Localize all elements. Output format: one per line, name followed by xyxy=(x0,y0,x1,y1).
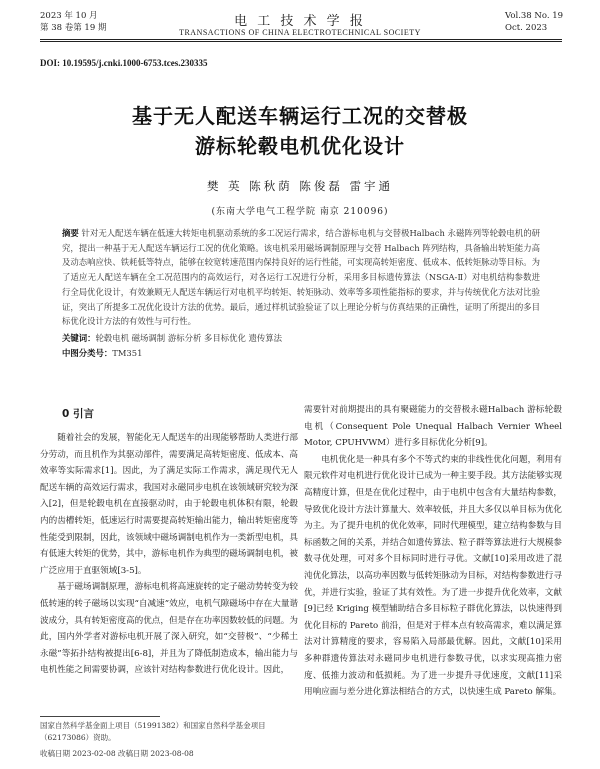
journal-title: 电 工 技 术 学 报 xyxy=(234,14,366,29)
right-paragraph-1: 需要针对前期提出的具有聚磁能力的交替极永磁Halbach 游标轮毂电机（Consequent Pole Unequal Halbach Vernier Wheel Motor, CPUHVWM）进行多目标优化分析[9]。 xyxy=(304,405,562,449)
journal-subtitle: TRANSACTIONS OF CHINA ELECTROTECHNICAL SOCIETY xyxy=(179,28,421,37)
journal-date: 2023 年 10 月 xyxy=(40,11,98,21)
affiliation: (东南大学电气工程学院 南京 210096) xyxy=(211,207,389,217)
journal-vol-no: Vol.38 No. 19 xyxy=(505,11,564,21)
left-paragraph-1: 随着社会的发展，智能化无人配送车的出现能够帮助人类进行部分劳动，而且机作为其驱动部件，需要满足高转矩密度、低成本、高效率等实际需求[1]。因此，为了满足实际工作需求，满足现代无人配送车辆的高效运行需求，我国对永磁同步电机在该领域研究较为深入[2]，但是轮毂电机在直接驱动时，由于轮毂电机体积有限，轮毂内的齿槽转矩，低速运行时需要提高转矩输出能力，输出转矩密度等性能受到限制，因此，该领域中磁场调制电机作为一类新型电机，具有低速大转矩的优势，其中，游标电机作为典型的磁场调制电机，被广泛应用于直驱领域[3-5]。 xyxy=(40,433,298,576)
journal-month-year: Oct. 2023 xyxy=(505,23,548,33)
right-column xyxy=(304,402,562,701)
keywords-label: 关键词： xyxy=(62,333,96,343)
doi: DOI: 10.19595/j.cnki.1000-6753.tces.230335 xyxy=(40,58,208,68)
abstract-label: 摘要 xyxy=(62,228,79,238)
left-paragraph-2: 基于磁场调制原理，游标电机将高速旋转的定子磁动势转变为较低转速的转子磁场以实现“自减速”效应，电机气隙磁场中存在大量谐波成分，具有转矩密度高的优点，但是存在功率因数较低的问题。为此，国内外学者对游标电机开展了深入研究，如“交替极”、“少稀土永磁”等拓扑结构被提出[6-8]，并且为了降低制造成本，输出能力与电机性能之间需要协调，应该针对结构参数进行优化设计。因此， xyxy=(40,582,299,676)
footnote-funding: 国家自然科学基金面上项目（51991382）和国家自然科学基金项目（62173086）资助。 xyxy=(40,721,266,742)
right-paragraph-2: 电机优化是一种具有多个不等式约束的非线性优化问题，利用有限元软件对电机进行优化设计已成为一种主要手段。其方法能够实现高精度计算，但是在优化过程中，由于电机中包含有大量结构参数，导致优化设计方法计算量大、效率较低，并且大多仅以单目标为优化为主。为了提升电机的优化效率，同时代理模型，建立结构参数与目标函数之间的关系，并结合如遗传算法、粒子群等算法进行大规模参数寻优处理，可对多个目标同时进行寻优。文献[10]采用改进了混沌优化算法，以高功率因数与低转矩脉动为目标，对结构参数进行寻优，并进行实验，验证了其有效性。为了进一步提升优化效率，文献[9]已经 Kriging 模型辅助结合多目标粒子群优化算法，以快速得到优化目标的 Pareto 前沿，但是对于样本点有较高需求，难以满足算法对计算精度的要求，容易陷入局部最优解。因此，文献[10]采用多种群遗传算法对永磁同步电机进行参数寻优，以求实现高推力密度、低推力波动和低损耗。为了进一步提升寻优速度，文献[11]采用响应面与差分进化算法相结合的方式，以快速生成 Pareto 解集。 xyxy=(304,454,562,698)
section-heading-introduction: 0 引言 xyxy=(62,408,94,420)
clc-number xyxy=(62,347,142,359)
journal-volume: 第 38 卷第 19 期 xyxy=(40,23,107,33)
abstract-text: 针对无人配送车辆在低速大转矩电机驱动系统的多工况运行需求，结合游标电机与交替极Halbach 永磁阵列等轮毂电机的研究，提出一种基于无人配送车辆运行工况的优化策略。该电机采用磁场调制原理与交替 Halbach 阵列结构，具备输出转矩能力高及动态响应快、铁耗低等特点，能够在较宽转速范围内保持良好的运行性能，可实现高转矩密度、低成本、低转矩脉动等目标。为了适应无人配送车辆在全工况范围内的高效运行，对各运行工况进行分析，采用多目标遗传算法（NSGA-Ⅱ）对电机结构参数进行全局优化设计，有效兼顾无人配送车辆运行对电机平均转矩、转矩脉动、效率等多项性能指标的要求，并与传统优化方法对比验证，突出了所提多工况优化设计方法的优势。最后，通过样机试验验证了以上理论分析与仿真结果的正确性，证明了所提出的多目标优化设计方法的有效性与可行性。 xyxy=(62,228,541,327)
footnote-dates: 收稿日期 2023-02-08 改稿日期 2023-08-08 xyxy=(40,749,194,758)
keywords xyxy=(62,332,282,344)
header-rule-top xyxy=(40,39,562,40)
authors: 樊 英 陈秋荫 陈俊磊 雷宇通 xyxy=(206,179,394,193)
left-column xyxy=(40,430,298,679)
paper-title-line-1: 基于无人配送车辆运行工况的交替极 xyxy=(132,104,468,128)
paper-title-line-2: 游标轮毂电机优化设计 xyxy=(195,134,405,158)
clc-text: TM351 xyxy=(112,348,143,358)
abstract xyxy=(62,226,540,329)
header-rule-bottom xyxy=(40,41,562,42)
keywords-text: 轮毂电机 磁场调制 游标分析 多目标优化 遗传算法 xyxy=(95,333,283,343)
clc-label: 中图分类号： xyxy=(62,348,113,358)
footnote-rule xyxy=(40,716,160,717)
